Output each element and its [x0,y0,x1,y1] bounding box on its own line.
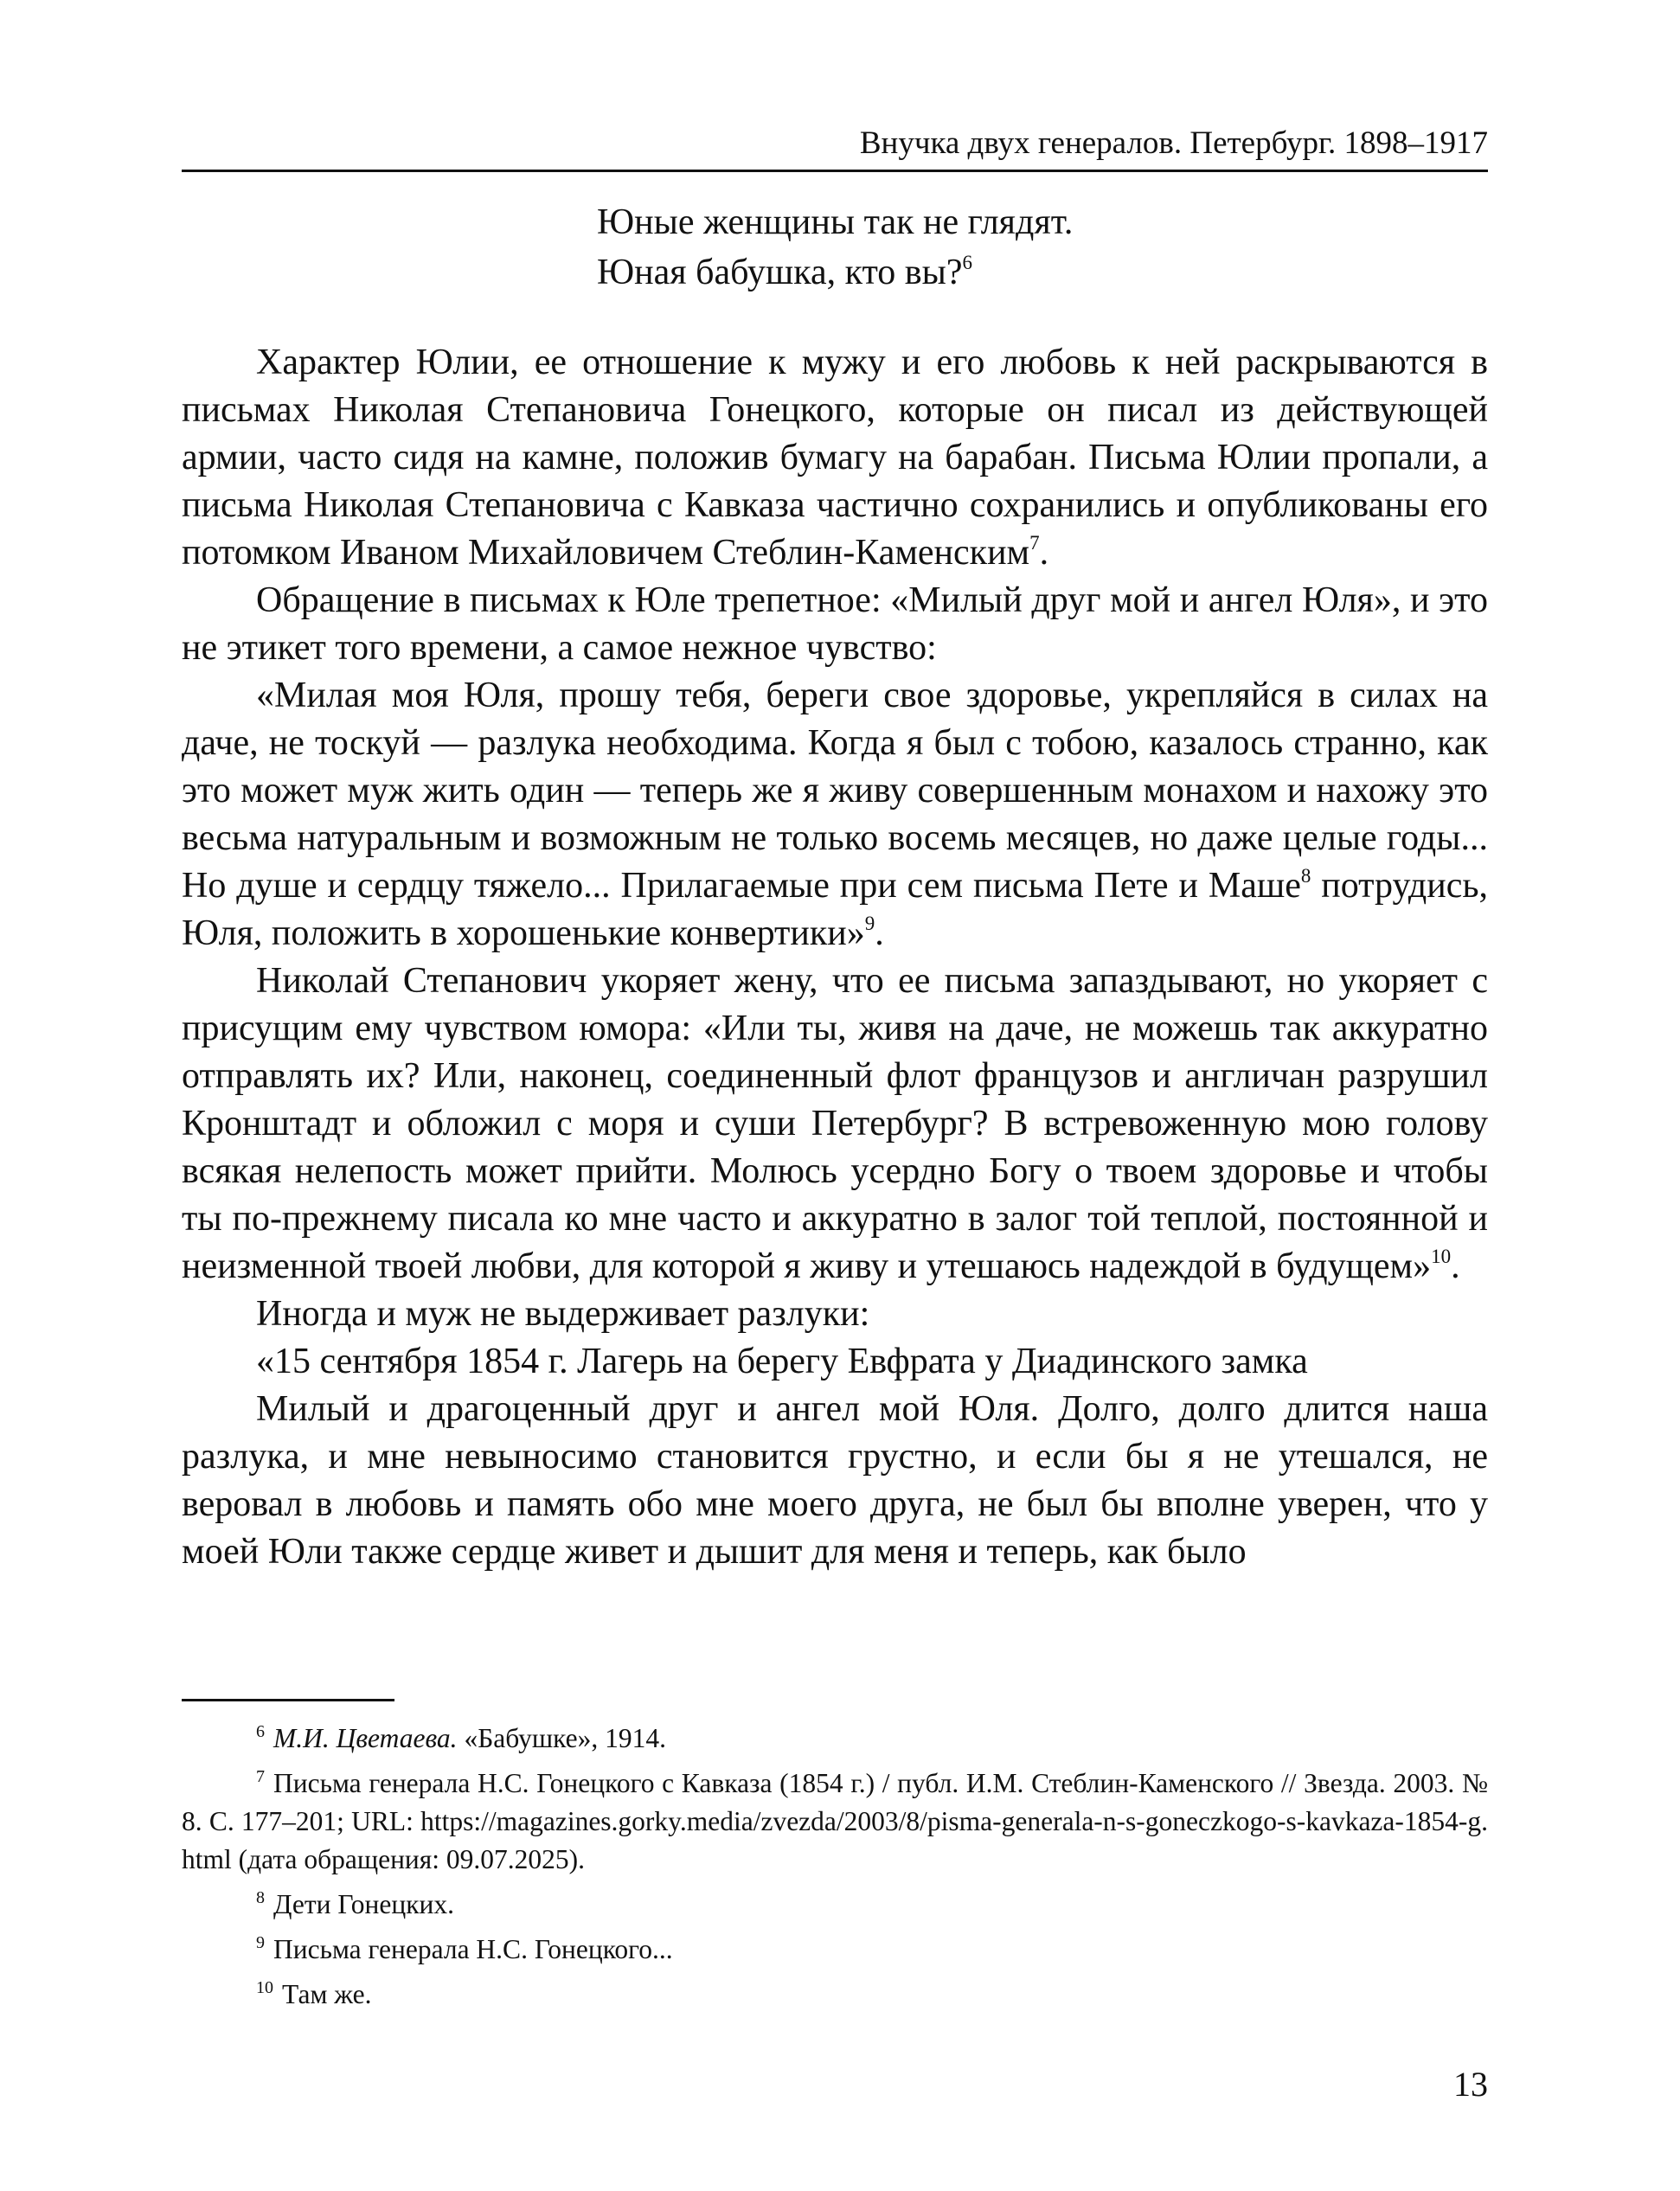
epigraph-line-1: Юные женщины так не глядят. [597,202,1074,242]
paragraph-3-text-a: «Милая моя Юля, прошу тебя, береги свое здоровье, укрепляйся в силах на даче, не тоскуй — разлука необходима. Когда я был с тобою, казалось странно, как это может муж жить один — теперь же я живу совершенным монахом и нахожу это весьма натуральным и возможным не только восемь месяцев, но даже целые годы... Но душе и сердцу тяжело... Прилагаемые при сем письма Пете и Маше [182,676,1488,906]
paragraph-4 [182,958,1488,1291]
letter-dateline [182,1338,1488,1386]
epigraph-line-2-text: Юная бабушка, кто вы? [597,253,963,292]
footnotes [182,1720,1488,2021]
paragraph-5 [182,1291,1488,1338]
paragraph-3-text-b: потрудись, Юля, положить в хорошенькие конвертики» [182,866,1488,953]
footnote-text: Там же. [282,1979,372,2009]
body-text [182,339,1488,1576]
paragraph-7-text: Милый и драгоценный друг и ангел мой Юля. Долго, долго длится наша разлука, и мне невыносимо становится грустно, и если бы я не утешался, не веровал в любовь и память обо мне моего друга, не был бы вполне уверен, что у моей Юли также сердце живет и дышит для меня и теперь, как было [182,1389,1488,1572]
paragraph-2-text: Обращение в письмах к Юле трепетное: «Милый друг мой и ангел Юля», и это не этикет того времени, а самое нежное чувство: [182,580,1488,668]
epigraph [597,197,1073,298]
epigraph-line-2 [597,247,1073,298]
footnote-ref-6[interactable]: 6 [962,252,972,273]
footnote-number: 10 [256,1978,273,1997]
paragraph-2 [182,577,1488,672]
page-number: 13 [1453,2065,1488,2104]
footnote-text: «Бабушке», 1914. [457,1723,666,1753]
paragraph-7 [182,1386,1488,1576]
footnote-text: Письма генерала Н.С. Гонецкого с Кавказа (1854 г.) / публ. И.М. Стеблин-Каменского // Звезда. 2003. № 8. С. 177–201; URL: https://magazines.gorky.media/zvezda/2003/8/pisma-generala-n-s-goneczkogo-s-kavkaza-1854-g.html (дата обращения: 09.07.2025). [182,1768,1488,1874]
paragraph-4-text: Николай Степанович укоряет жену, что ее письма запаздывают, но укоряет с присущим ему чувством юмора: «Или ты, живя на даче, не можешь так аккуратно отправлять их? Или, наконец, соединенный флот французов и англичан разрушил Кронштадт и обложил с моря и суши Петербург? В встревоженную мою голову всякая нелепость может прийти. Молюсь усердно Богу о твоем здоровье и чтобы ты по-прежнему писала ко мне часто и аккуратно в залог той теплой, постоянной и неизменной твоей любви, для которой я живу и утешаюсь надеждой в будущем» [182,961,1488,1286]
paragraph-4-tail: . [1451,1246,1460,1286]
footnote-10 [182,1976,1488,2014]
footnote-6 [182,1720,1488,1758]
paragraph-1 [182,339,1488,577]
paragraph-5-text: Иногда и муж не выдерживает разлуки: [256,1294,870,1334]
footnote-ref-7[interactable]: 7 [1029,532,1040,554]
paragraph-1-text: Характер Юлии, ее отношение к мужу и его любовь к ней раскрываются в письмах Николая Степановича Гонецкого, которые он писал из действующей армии, часто сидя на камне, положив бумагу на барабан. Письма Юлии пропали, а письма Николая Степановича с Кавказа частично сохранились и опубликованы его потомком Иваном Михайловичем Стеблин-Каменским [182,343,1488,573]
letter-dateline-text: «15 сентября 1854 г. Лагерь на берегу Евфрата у Диадинского замка [256,1342,1308,1381]
footnote-ref-8[interactable]: 8 [1300,865,1311,887]
footnote-number: 7 [256,1767,265,1786]
footnote-number: 8 [256,1888,265,1907]
paragraph-3 [182,672,1488,958]
footnote-number: 9 [256,1933,265,1952]
paragraph-3-tail: . [875,913,884,953]
footnote-author: М.И. Цветаева. [273,1723,458,1753]
footnote-8 [182,1886,1488,1924]
footnote-separator [182,1699,394,1701]
header-rule [182,170,1488,172]
footnote-number: 6 [256,1722,265,1741]
footnote-9 [182,1931,1488,1969]
running-title: Внучка двух генералов. Петербург. 1898–1917 [859,125,1488,161]
footnote-ref-10[interactable]: 10 [1431,1246,1452,1267]
footnote-7 [182,1765,1488,1879]
footnote-text: Дети Гонецких. [273,1889,455,1919]
footnote-text: Письма генерала Н.С. Гонецкого... [273,1934,673,1964]
footnote-ref-9[interactable]: 9 [864,913,875,934]
paragraph-1-tail: . [1039,533,1049,573]
